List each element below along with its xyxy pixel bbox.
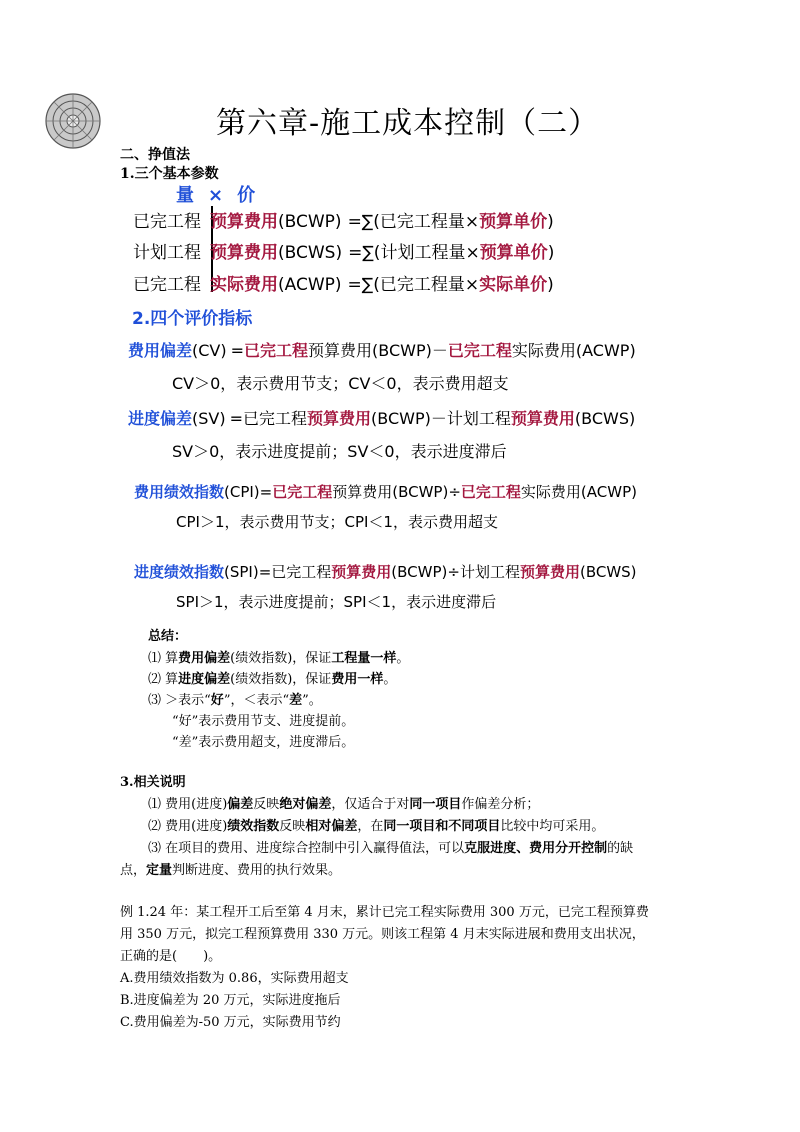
cpi-note: CPI＞1，表示费用节支；CPI＜1，表示费用超支 (176, 513, 498, 531)
param-row: 计划工程 预算费用(BCWS) =∑(计划工程量×预算单价) (133, 243, 555, 263)
page-title: 第六章-施工成本控制（二） (216, 106, 600, 141)
section-heading: 二、挣值法 (120, 147, 190, 163)
qty-times-price: 量 × 价 (176, 185, 256, 206)
answer-option-b: B.进度偏差为 20 万元，实际进度拖后 (120, 993, 341, 1008)
sv-note: SV＞0，表示进度提前；SV＜0，表示进度滞后 (172, 442, 507, 461)
param-row: 已完工程 实际费用(ACWP) =∑(已完工程量×实际单价) (133, 275, 554, 295)
cpi-formula: 费用绩效指数(CPI)=已完工程预算费用(BCWP)÷已完工程实际费用(ACWP) (134, 483, 637, 501)
summary-line: ⑶ ＞表示“好”，＜表示“差”。 (148, 693, 322, 708)
spi-formula: 进度绩效指数(SPI)=已完工程预算费用(BCWP)÷计划工程预算费用(BCWS) (134, 563, 637, 581)
summary-line: “差”表示费用超支，进度滞后。 (172, 735, 355, 750)
answer-option-c: C.费用偏差为-50 万元，实际费用节约 (120, 1015, 341, 1030)
subsection-heading: 1.三个基本参数 (120, 166, 219, 182)
related-line: ⑴ 费用(进度)偏差反映绝对偏差，仅适合于对同一项目作偏差分析； (148, 797, 540, 812)
summary-line: ⑵ 算进度偏差(绩效指数)，保证费用一样。 (148, 672, 397, 687)
question-line: 例 1.24 年：某工程开工后至第 4 月末，累计已完工程实际费用 300 万元，已完工程预算费 (120, 905, 649, 920)
cv-formula: 费用偏差(CV) =已完工程预算费用(BCWP)－已完工程实际费用(ACWP) (128, 341, 636, 360)
related-line: ⑶ 在项目的费用、进度综合控制中引入赢得值法，可以克服进度、费用分开控制的缺 (148, 841, 634, 856)
summary-line: ⑴ 算费用偏差(绩效指数)，保证工程量一样。 (148, 651, 410, 666)
indicators-heading: 2.四个评价指标 (132, 309, 253, 329)
cv-note: CV＞0，表示费用节支；CV＜0，表示费用超支 (172, 374, 509, 393)
related-line: ⑵ 费用(进度)绩效指数反映相对偏差，在同一项目和不同项目比较中均可采用。 (148, 819, 605, 834)
summary-line: “好”表示费用节支、进度提前。 (172, 714, 355, 729)
answer-option-a: A.费用绩效指数为 0.86，实际费用超支 (120, 971, 349, 986)
chapter-logo-icon (44, 92, 102, 150)
related-line: 点，定量判断进度、费用的执行效果。 (120, 863, 342, 878)
param-row: 已完工程 预算费用(BCWP) =∑(已完工程量×预算单价) (133, 212, 554, 232)
question-line: 正确的是( )。 (120, 949, 222, 964)
question-line: 用 350 万元，拟完工程预算费用 330 万元。则该工程第 4 月末实际进展和费用支出状况， (120, 927, 645, 942)
spi-note: SPI＞1，表示进度提前；SPI＜1，表示进度滞后 (176, 593, 497, 611)
sv-formula: 进度偏差(SV) =已完工程预算费用(BCWP)－计划工程预算费用(BCWS) (128, 409, 636, 428)
summary-title: 总结： (148, 629, 188, 644)
related-heading: 3.相关说明 (120, 775, 186, 790)
